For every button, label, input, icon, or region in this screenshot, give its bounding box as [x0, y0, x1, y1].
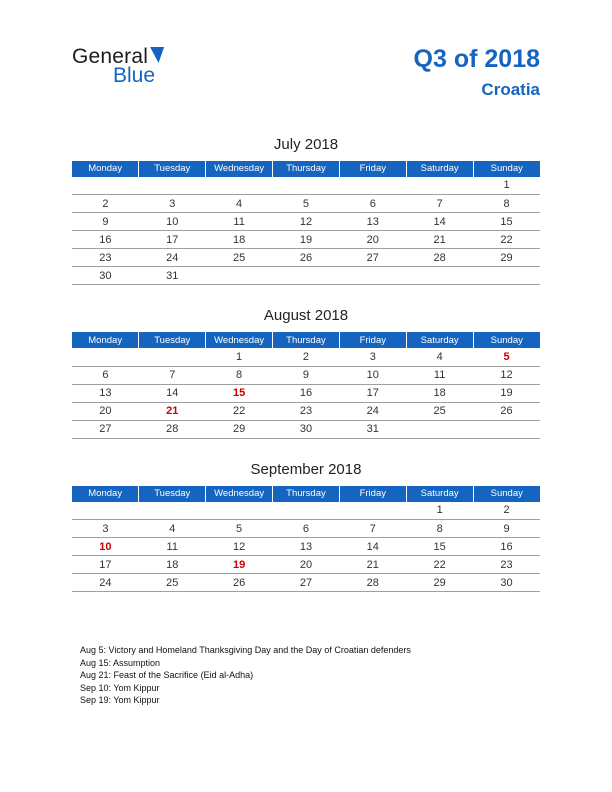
- empty-cell: [206, 502, 273, 520]
- day-cell: 16: [273, 384, 340, 402]
- day-cell: 2: [273, 348, 340, 366]
- month-august-2018: [72, 307, 540, 439]
- empty-cell: [273, 267, 340, 285]
- week-row: [72, 384, 540, 402]
- day-cell: 25: [206, 249, 273, 267]
- holiday-note: Sep 19: Yom Kippur: [80, 695, 160, 706]
- week-row: [72, 556, 540, 574]
- day-cell: 19: [206, 556, 273, 574]
- day-header: Monday: [72, 161, 139, 177]
- holiday-note: Aug 5: Victory and Homeland Thanksgiving Day and the Day of Croatian defenders: [80, 645, 411, 655]
- day-cell: 4: [206, 195, 273, 213]
- day-cell: 3: [339, 348, 406, 366]
- week-row: [72, 502, 540, 520]
- day-cell: 16: [72, 231, 139, 249]
- day-header: Saturday: [406, 332, 473, 348]
- day-cell: 7: [339, 520, 406, 538]
- day-cell: 1: [206, 348, 273, 366]
- day-cell: 9: [473, 520, 540, 538]
- day-cell: 19: [473, 384, 540, 402]
- day-cell: 27: [339, 249, 406, 267]
- day-cell: 17: [72, 556, 139, 574]
- day-header: Thursday: [273, 486, 340, 502]
- day-cell: 14: [339, 538, 406, 556]
- day-cell: 24: [339, 402, 406, 420]
- day-cell: 29: [206, 420, 273, 438]
- day-cell: 17: [339, 384, 406, 402]
- empty-cell: [406, 420, 473, 438]
- logo-word-blue: Blue: [113, 64, 156, 87]
- day-cell: 25: [406, 402, 473, 420]
- day-cell: 20: [273, 556, 340, 574]
- day-cell: 26: [273, 249, 340, 267]
- month-title: July 2018: [273, 135, 339, 153]
- day-header-row: [72, 332, 540, 348]
- day-cell: 12: [473, 366, 540, 384]
- empty-cell: [206, 177, 273, 195]
- week-row: [72, 249, 540, 267]
- week-row: [72, 348, 540, 366]
- calendar-table: [72, 486, 540, 593]
- notes: [80, 644, 428, 707]
- day-cell: 23: [473, 556, 540, 574]
- day-cell: 12: [273, 213, 340, 231]
- day-cell: 14: [406, 213, 473, 231]
- day-cell: 9: [273, 366, 340, 384]
- day-header: Saturday: [406, 161, 473, 177]
- day-header: Tuesday: [139, 161, 206, 177]
- day-cell: 24: [139, 249, 206, 267]
- day-header: Wednesday: [206, 332, 273, 348]
- empty-cell: [206, 267, 273, 285]
- day-header: Wednesday: [206, 486, 273, 502]
- day-header-row: [72, 486, 540, 502]
- day-cell: 28: [139, 420, 206, 438]
- day-header: Thursday: [273, 332, 340, 348]
- page-title: Q3 of 2018: [413, 45, 540, 73]
- day-cell: 15: [406, 538, 473, 556]
- day-cell: 26: [206, 574, 273, 592]
- week-row: [72, 213, 540, 231]
- week-row: [72, 267, 540, 285]
- day-cell: 6: [273, 520, 340, 538]
- empty-cell: [72, 177, 139, 195]
- day-cell: 8: [206, 366, 273, 384]
- day-cell: 1: [406, 502, 473, 520]
- day-cell: 23: [72, 249, 139, 267]
- day-cell: 30: [473, 574, 540, 592]
- day-cell: 7: [406, 195, 473, 213]
- day-cell: 30: [72, 267, 139, 285]
- day-cell: 2: [473, 502, 540, 520]
- holiday-note: Aug 21: Feast of the Sacrifice (Eid al-Adha): [80, 670, 254, 681]
- day-cell: 15: [473, 213, 540, 231]
- day-cell: 30: [273, 420, 340, 438]
- month-title: August 2018: [263, 307, 349, 324]
- general-blue-logo: [72, 46, 164, 86]
- day-cell: 28: [339, 574, 406, 592]
- day-cell: 11: [206, 213, 273, 231]
- day-cell: 8: [406, 520, 473, 538]
- months-container: [72, 136, 540, 593]
- day-cell: 18: [406, 384, 473, 402]
- day-cell: 6: [339, 195, 406, 213]
- holiday-note: Aug 15: Assumption: [80, 657, 161, 668]
- day-cell: 18: [139, 556, 206, 574]
- page-header: [72, 46, 540, 100]
- day-cell: 28: [406, 249, 473, 267]
- day-cell: 16: [473, 538, 540, 556]
- day-cell: 11: [139, 538, 206, 556]
- empty-cell: [339, 502, 406, 520]
- day-cell: 27: [72, 420, 139, 438]
- day-header: Friday: [339, 332, 406, 348]
- month-september-2018: [72, 461, 540, 593]
- month-july-2018: [72, 136, 540, 286]
- day-cell: 31: [339, 420, 406, 438]
- day-cell: 10: [72, 538, 139, 556]
- day-header: Friday: [339, 486, 406, 502]
- day-cell: 21: [139, 402, 206, 420]
- empty-cell: [473, 267, 540, 285]
- day-cell: 21: [339, 556, 406, 574]
- empty-cell: [72, 348, 139, 366]
- day-cell: 29: [406, 574, 473, 592]
- day-cell: 12: [206, 538, 273, 556]
- day-cell: 1: [473, 177, 540, 195]
- day-cell: 26: [473, 402, 540, 420]
- empty-cell: [139, 177, 206, 195]
- day-header: Sunday: [473, 161, 540, 177]
- day-header: Wednesday: [206, 161, 273, 177]
- day-cell: 4: [139, 520, 206, 538]
- day-header: Tuesday: [139, 486, 206, 502]
- day-cell: 4: [406, 348, 473, 366]
- day-cell: 3: [139, 195, 206, 213]
- holiday-note: Sep 10: Yom Kippur: [80, 682, 160, 693]
- empty-cell: [139, 502, 206, 520]
- day-cell: 19: [273, 231, 340, 249]
- day-cell: 20: [339, 231, 406, 249]
- day-header-row: [72, 161, 540, 177]
- day-cell: 22: [406, 556, 473, 574]
- day-header: Monday: [72, 332, 139, 348]
- calendar-table: [72, 161, 540, 286]
- day-cell: 20: [72, 402, 139, 420]
- month-title: September 2018: [250, 460, 362, 478]
- week-row: [72, 574, 540, 592]
- calendar-table: [72, 332, 540, 439]
- page-subtitle: Croatia: [481, 79, 540, 99]
- day-header: Sunday: [473, 332, 540, 348]
- day-cell: 18: [206, 231, 273, 249]
- empty-cell: [406, 267, 473, 285]
- day-header: Tuesday: [139, 332, 206, 348]
- day-cell: 6: [72, 366, 139, 384]
- week-row: [72, 402, 540, 420]
- day-header: Saturday: [406, 486, 473, 502]
- day-cell: 22: [206, 402, 273, 420]
- day-cell: 10: [339, 366, 406, 384]
- day-header: Sunday: [473, 486, 540, 502]
- week-row: [72, 538, 540, 556]
- day-header: Friday: [339, 161, 406, 177]
- day-cell: 25: [139, 574, 206, 592]
- day-cell: 5: [273, 195, 340, 213]
- empty-cell: [339, 267, 406, 285]
- day-cell: 8: [473, 195, 540, 213]
- day-cell: 23: [273, 402, 340, 420]
- day-cell: 15: [206, 384, 273, 402]
- logo-word-general: General: [72, 45, 149, 68]
- day-cell: 7: [139, 366, 206, 384]
- day-cell: 11: [406, 366, 473, 384]
- day-header: Monday: [72, 486, 139, 502]
- day-cell: 13: [72, 384, 139, 402]
- title-block: [414, 46, 540, 100]
- empty-cell: [406, 177, 473, 195]
- day-cell: 2: [72, 195, 139, 213]
- week-row: [72, 177, 540, 195]
- logo-triangle-icon: [150, 47, 164, 63]
- day-header: Thursday: [273, 161, 340, 177]
- day-cell: 31: [139, 267, 206, 285]
- empty-cell: [339, 177, 406, 195]
- week-row: [72, 520, 540, 538]
- empty-cell: [273, 502, 340, 520]
- day-cell: 13: [339, 213, 406, 231]
- empty-cell: [139, 348, 206, 366]
- day-cell: 13: [273, 538, 340, 556]
- week-row: [72, 366, 540, 384]
- day-cell: 3: [72, 520, 139, 538]
- day-cell: 27: [273, 574, 340, 592]
- day-cell: 21: [406, 231, 473, 249]
- day-cell: 14: [139, 384, 206, 402]
- empty-cell: [72, 502, 139, 520]
- week-row: [72, 195, 540, 213]
- week-row: [72, 231, 540, 249]
- day-cell: 17: [139, 231, 206, 249]
- empty-cell: [473, 420, 540, 438]
- day-cell: 9: [72, 213, 139, 231]
- day-cell: 5: [206, 520, 273, 538]
- week-row: [72, 420, 540, 438]
- empty-cell: [273, 177, 340, 195]
- day-cell: 5: [473, 348, 540, 366]
- day-cell: 10: [139, 213, 206, 231]
- day-cell: 24: [72, 574, 139, 592]
- day-cell: 29: [473, 249, 540, 267]
- day-cell: 22: [473, 231, 540, 249]
